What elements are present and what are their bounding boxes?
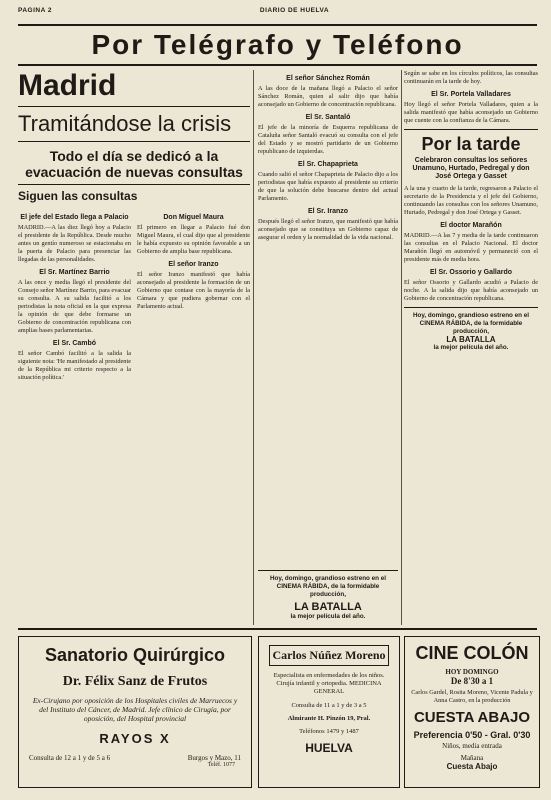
cinema-promo [404, 312, 538, 352]
ad-address: Burgos y Mazo, 11 [187, 754, 241, 762]
ad-rayos: RAYOS X [99, 731, 171, 746]
block-text: Hoy llegó el señor Portela Valladares, quien a la salida manifestó que había aconsejado un Gobierno que cuente con la confianza de la Cámara. [404, 101, 538, 124]
article-column-right [137, 209, 250, 385]
article-column-left [18, 209, 131, 385]
section-banner [18, 24, 537, 66]
cinema-promo [258, 566, 398, 622]
banner-title: Por Telégrafo y Teléfono [91, 29, 464, 60]
promo-line: la mejor película del año. [290, 613, 366, 620]
promo-line: la mejor película del año. [433, 344, 509, 351]
divider [18, 184, 250, 185]
ad-times: De 8'30 a 1 [450, 676, 494, 686]
block-heading: El Sr. Ossorio y Gallardo [429, 269, 513, 276]
section-divider [18, 628, 537, 630]
main-article [18, 70, 250, 625]
article-subtitle: Tramitándose la crisis [18, 111, 232, 136]
block-heading: El Sr. Santaló [305, 114, 351, 121]
ad-specialty: Especialista en enfermedades de los niños. Cirujía infantil y ortopedia. MEDICINA GENERAL [273, 672, 385, 695]
block-text: A la una y cuarto de la tarde, regresaron a Palacio el secretario de la Presidencia y el jefe del Gobierno, continuando las consultas con los señores Unamuno, Hurtado, Pedregal y don José Ortega y Gasset. [404, 185, 538, 216]
block-heading: Don Miguel Maura [163, 214, 224, 221]
promo-film: LA BATALLA [446, 335, 496, 344]
ad-note: Niños, media entrada [442, 742, 502, 750]
block-text: MADRID.—A las 7 y media de la tarde continuaron las consultas en el Palacio Nacional. El doctor Marañón llegó en automóvil y permaneció con el presidente más de media hora. [404, 232, 538, 263]
block-heading: El Sr. Chapaprieta [298, 161, 358, 168]
block-text: A las doce de la mañana llegó a Palacio el señor Sánchez Román, quien al salir dijo que había aconsejado un Gobierno de concentración republicana. [258, 85, 398, 108]
divider [18, 106, 250, 107]
block-heading: El Sr. Iranzo [307, 208, 349, 215]
block-heading: El doctor Marañón [440, 222, 502, 229]
ad-footer [19, 746, 251, 762]
block-heading: El jefe del Estado llega a Palacio [20, 214, 129, 221]
right-column [404, 70, 538, 625]
ad-title: Sanatorio Quirúrgico [44, 645, 226, 665]
ad-title: CINE COLÓN [415, 643, 529, 663]
article-deck-secondary: Siguen las consultas [18, 189, 138, 203]
cine-colon-ad [404, 636, 540, 788]
block-text: El señor Iranzo manifestó que había aconsejado al presidente la formación de un Gobierno que contase con la mayoría de la Cámara y que pudiera gobernar con el Parlamento actual. [137, 271, 250, 310]
ad-doctor-name: Dr. Félix Sanz de Frutos [62, 674, 208, 689]
block-heading: El señor Iranzo [168, 261, 219, 268]
ad-phone: Teléfonos 1479 y 1487 [299, 728, 359, 735]
promo-line: Hoy, domingo, grandioso estreno en el CINEMA RÁBIDA, de la formidable producción, [412, 312, 530, 335]
block-text: El jefe de la minoría de Esquerra republicana de Cataluña señor Santaló evacuó su consulta con el jefe del Estado y se mostró partidario de un Gobierno republicano de izquierdas. [258, 124, 398, 155]
block-text: A las once y media llegó el presidente del Consejo señor Martínez Barrio, para evacuar su consulta. A su salida facilitó a los periodistas la nota oficial en la que expresa la opinión de que debe formarse un Gobierno de concentración republicana con amplias bases parlamentarias. [18, 279, 131, 334]
column-divider [401, 70, 402, 625]
ad-phone: Teléf. 1077 [207, 762, 235, 768]
block-text: El primero en llegar a Palacio fué don Miguel Maura, el cual dijo que al presidente le había expuesto su opinión favorable a un Gobierno de amplia base republicana. [137, 224, 250, 255]
divider [258, 570, 398, 571]
block-heading: El Sr. Cambó [52, 340, 97, 347]
doctor-ad [258, 636, 400, 788]
block-text: MADRID.—A las diez llegó hoy a Palacio el presidente de la República. Desde mucho antes un gentío numeroso se estacionaba en la puerta de Palacio para presenciar las llegadas de las personalidades. [18, 224, 131, 263]
newspaper-name: DIARIO DE HUELVA [259, 6, 330, 14]
ad-tomorrow: Mañana [460, 754, 484, 762]
article-city: Madrid [18, 70, 117, 102]
divider [404, 307, 538, 308]
promo-line: Hoy, domingo, grandioso estreno en el CINEMA RÁBIDA, de la formidable producción, [269, 575, 387, 598]
block-heading: El Sr. Portela Valladares [431, 91, 511, 98]
divider [404, 129, 538, 130]
ad-film: CUESTA ABAJO [413, 709, 531, 726]
ad-prices: Preferencia 0'50 - Gral. 0'30 [413, 730, 531, 740]
ad-today: HOY DOMINGO [445, 668, 499, 676]
middle-column [258, 70, 398, 625]
block-heading: El Sr. Martínez Barrio [39, 269, 110, 276]
ad-tomorrow-film: Cuesta Abajo [446, 762, 498, 771]
block-text: Después llegó el señor Iranzo, que manifestó que había aconsejado que se constituya un Gobierno capaz de asegurar el orden y la normalidad de la vida nacional. [258, 218, 398, 241]
divider [18, 141, 250, 142]
page-label: PAGINA 2 [18, 6, 52, 14]
ad-doctor-name: Carlos Núñez Moreno [269, 645, 389, 666]
ad-city: HUELVA [305, 741, 353, 755]
sanatorio-ad [18, 636, 252, 788]
lead-text: Según se sabe en los círculos políticos, las consultas continuarán en la tarde de hoy. [404, 70, 538, 85]
column-divider [253, 70, 254, 625]
article-deck: Todo el día se dedicó a la evacuación de nuevas consultas [25, 148, 243, 180]
block-text: El señor Cambó facilitó a la salida la siguiente nota: 'He manifestado al presidente de la República mi criterio respecto a la situación política.' [18, 350, 131, 381]
block-text: El señor Ossorio y Gallardo acudió a Palacio de noche. A la salida dijo que había aconsejado un Gobierno de concentración republicana. [404, 279, 538, 302]
ad-hours: Consulta de 12 a 1 y de 5 a 6 [29, 754, 111, 762]
block-heading: El señor Sánchez Román [286, 75, 370, 82]
ad-hours: Consulta de 11 a 1 y de 3 a 5 [291, 702, 367, 709]
ad-address: Almirante H. Pinzón 19, Pral. [287, 715, 371, 722]
section-heading: Por la tarde [421, 134, 521, 154]
ad-description: Ex-Cirujano por oposición de los Hospitales civiles de Marruecos y del Instituto del Cáncer, de Madrid. Jefe clínico de Cirugía, por oposición, del Hospital provincial [32, 696, 238, 723]
section-deck: Celebraron consultas los señores Unamuno, Hurtado, Pedregal y don José Ortega y Gasset [412, 157, 530, 180]
page-header [18, 4, 537, 16]
ad-cast: Carlos Gardel, Rosita Moreno, Vicente Padula y Anna Castro, en la producción [411, 689, 533, 704]
promo-film: LA BATALLA [294, 601, 362, 613]
article-columns [18, 209, 250, 385]
block-text: Cuando salió el señor Chapaprieta de Palacio dijo a los periodistas que había expuesto al presidente su criterio de que la solución debe buscarse dentro del actual Parlamento. [258, 171, 398, 202]
